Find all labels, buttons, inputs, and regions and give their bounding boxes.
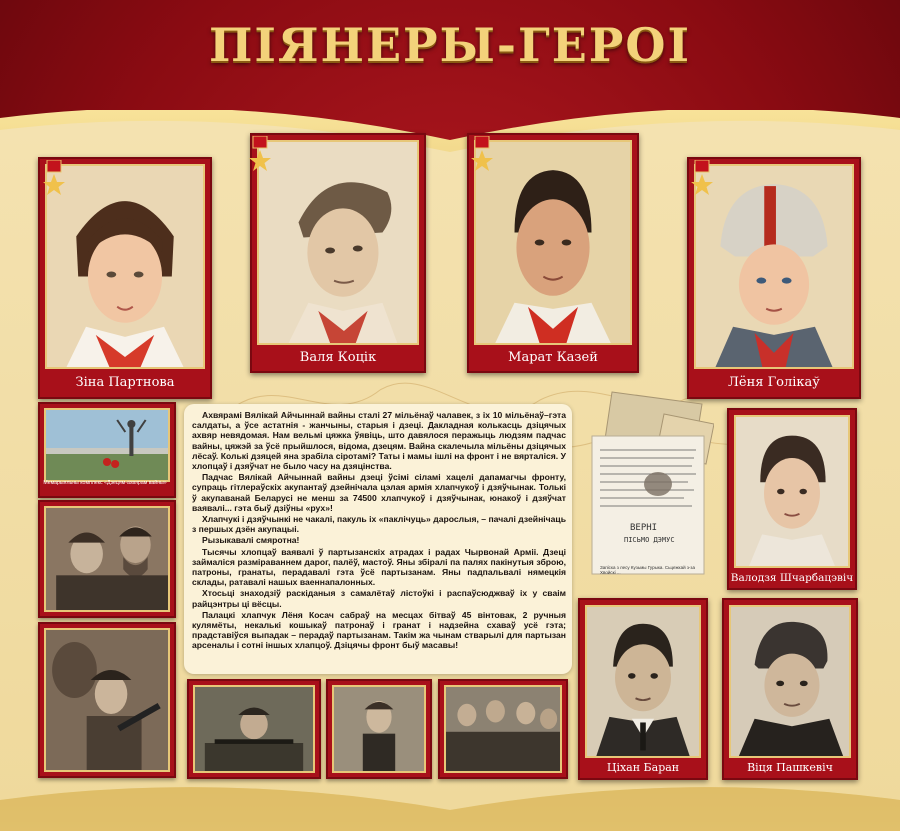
caption-tsikhan: Ціхан Баран [606, 761, 680, 774]
photo-scouts [193, 685, 315, 773]
portrait-frame-valodzya [727, 408, 857, 590]
caption-vitsya: Віця Пашкевіч [747, 761, 833, 774]
photo-frame-scouts [187, 679, 321, 779]
caption-marat: Марат Казей [508, 350, 598, 365]
caption-lenya: Лёня Голікаў [728, 375, 820, 390]
history-paragraph: Хлапчукі і дзяўчынкі не чакалі, пакуль іх «паклічуць» дарослыя, – пачалі дзейнічаць з першых дзён акупацыі. [192, 514, 566, 535]
portrait-valya [257, 140, 419, 345]
portrait-zina [45, 164, 205, 369]
portrait-tsikhan [585, 605, 701, 758]
photo-frame-partisans-2 [38, 622, 176, 778]
caption-valodzya: Валодзя Шчарбацэвіч [730, 572, 854, 584]
photo-memorial [44, 408, 170, 482]
caption-valya: Валя Коцік [299, 350, 377, 365]
note-line-2: ПІСЬМО ДЭМУС [624, 536, 675, 544]
portrait-frame-vitsya [722, 598, 858, 780]
hero-star-icon [248, 136, 272, 174]
letter-image [584, 384, 714, 584]
portrait-valodzya [734, 415, 850, 568]
photo-frame-partisans-1 [38, 500, 176, 618]
portrait-lenya [694, 164, 854, 369]
hero-star-icon [42, 160, 66, 198]
hero-star-icon [690, 160, 714, 198]
history-paragraph: Тысячы хлопцаў ваявалі ў партызанскіх атрадах і радах Чырвонай Арміі. Дзеці займаліся разміраваннем дарог, палёў, мастоў. Яны збіралі па палях пакінутыя зброю, патроны, гранаты, перадавалі гэта ўсё партызанам. Яны падпальвалі нямецкія склады, ратавалі нашых ваеннапалонных. [192, 546, 566, 588]
caption-zina: Зіна Партнова [75, 375, 175, 390]
note-line-1: ВЕРНІ [630, 523, 658, 533]
portrait-marat [474, 140, 632, 345]
photo-girl [332, 685, 426, 773]
portrait-frame-tsikhan [578, 598, 708, 780]
photo-partisans-1 [44, 506, 170, 612]
history-text [184, 404, 572, 674]
photo-frame-girl [326, 679, 432, 779]
history-paragraph: Хтосьці знаходзіў раскіданыя з самалётаў лістоўкі і распаўсюджваў іх у сваім райцэнтры ці вёсцы. [192, 588, 566, 609]
portrait-vitsya [729, 605, 851, 758]
page-title: ПІЯНЕРЫ-ГЕРОІ [208, 18, 691, 72]
memorial-caption: Мемарыяльны комплекс «Дзецям-ахвярам вайны» [43, 480, 167, 486]
photo-partisans-2 [44, 628, 170, 772]
history-paragraph: Палацкі хлапчук Лёня Косач сабраў на месцах бітваў 45 вінтовак, 2 ручныя кулямёты, некалькі кошыкаў патронаў і гранат і надзейна схаваў усё гэта; прадставіўся выпадак – перадаў партызанам. Такім жа чынам стварылі для партызан арсеналы і сотні іншых хлапцоў. Дзіцячы фронт быў масавы! [192, 609, 566, 651]
photo-frame-memorial [38, 402, 176, 498]
portrait-frame-valya [250, 133, 426, 373]
history-paragraph: Падчас Вялікай Айчыннай вайны дзеці ўсімі сіламі хацелі дапамагчы фронту, супраць гітлераўскіх акупантаў дзейнічала цэлая армія хлапчукоў і дзяўчынак. Толькі ў акупаванай Беларусі не менш за 74500 хлапчукоў і дзяўчынак, юнакоў і дзяўчат ваявалі... гэта быў дзіўны «рух»! [192, 472, 566, 513]
photo-frame-group [438, 679, 568, 779]
photo-group [444, 685, 562, 773]
history-paragraph: Ахвярамі Вялікай Айчыннай вайны сталі 27 мільёнаў чалавек, з іх 10 мільёнаў–гэта салдаты, а ўсе астатнія - жанчыны, старыя і дзеці. Дакладная колькасць дзіцячых ахвяр невядомая. Нам вельмі цяжка ўявіць, што давялося перажыць людзям падчас вайны, цяжэй за ўсё прыйшлося, відома, дзецям. Вайна скалечыла мільёны дзіцячых лёсаў. Колькі дзяцей яна зрабіла сіротамі? Таты і мамы ішлі на фронт і не вярталіся. У хлопцаў і дзяўчат не было часу на дзяцінства. [192, 410, 566, 472]
hero-star-icon [470, 136, 494, 174]
history-paragraph: Рызыкавалі смяротна! [202, 535, 300, 546]
letter-caption: Запіска з лесу Кузьмы Гурыка. Сьцежкай з-за Хвойскі ... [600, 565, 695, 575]
